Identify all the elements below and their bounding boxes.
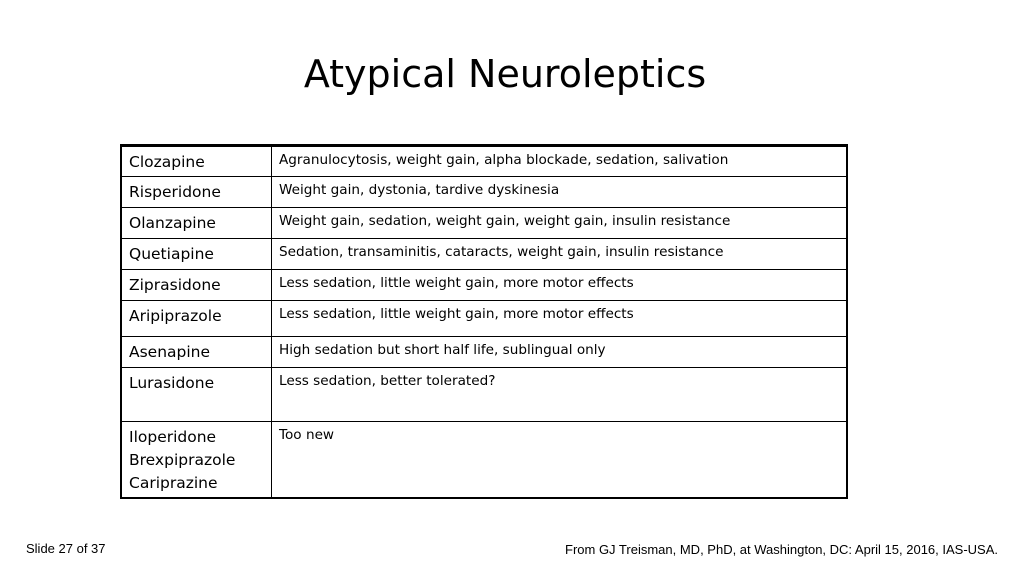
side-effects-cell: Agranulocytosis, weight gain, alpha blockade, sedation, salivation xyxy=(272,146,848,177)
slide-number: Slide 27 of 37 xyxy=(26,541,106,556)
table-row xyxy=(121,422,847,499)
drug-name: Iloperidone xyxy=(129,428,217,446)
drug-name: Brexpiprazole xyxy=(129,451,236,469)
drug-name-cell xyxy=(121,177,272,208)
table-row xyxy=(121,208,847,239)
drug-name: Ziprasidone xyxy=(129,276,221,294)
side-effects-cell: Sedation, transaminitis, cataracts, weight gain, insulin resistance xyxy=(272,239,848,270)
table-row xyxy=(121,270,847,301)
side-effects-cell: Weight gain, sedation, weight gain, weight gain, insulin resistance xyxy=(272,208,848,239)
drug-name: Asenapine xyxy=(129,343,211,361)
table-row xyxy=(121,301,847,337)
side-effects-cell: Less sedation, better tolerated? xyxy=(272,368,848,422)
drug-name: Risperidone xyxy=(129,183,221,201)
drug-name-cell xyxy=(121,146,272,177)
side-effects-cell: Too new xyxy=(272,422,848,499)
neuroleptics-table xyxy=(120,144,848,499)
drug-name-cell xyxy=(121,337,272,368)
table-row xyxy=(121,146,847,177)
drug-name: Clozapine xyxy=(129,153,205,171)
source-citation: From GJ Treisman, MD, PhD, at Washington, DC: April 15, 2016, IAS-USA. xyxy=(565,542,998,557)
drug-name-cell xyxy=(121,368,272,422)
side-effects-cell: Less sedation, little weight gain, more motor effects xyxy=(272,301,848,337)
drug-name-cell xyxy=(121,422,272,499)
drug-name-cell xyxy=(121,208,272,239)
table-row xyxy=(121,239,847,270)
drug-name-cell xyxy=(121,270,272,301)
drug-name-cell xyxy=(121,301,272,337)
side-effects-cell: Less sedation, little weight gain, more motor effects xyxy=(272,270,848,301)
drug-name: Olanzapine xyxy=(129,214,216,232)
drug-name: Lurasidone xyxy=(129,374,215,392)
drug-name: Cariprazine xyxy=(129,474,218,492)
drug-name: Aripiprazole xyxy=(129,307,222,325)
drug-name: Quetiapine xyxy=(129,245,214,263)
table-row xyxy=(121,337,847,368)
drug-name-cell xyxy=(121,239,272,270)
side-effects-cell: High sedation but short half life, sublingual only xyxy=(272,337,848,368)
slide-title: Atypical Neuroleptics xyxy=(303,52,707,96)
table-row xyxy=(121,177,847,208)
table-row xyxy=(121,368,847,422)
side-effects-cell: Weight gain, dystonia, tardive dyskinesia xyxy=(272,177,848,208)
